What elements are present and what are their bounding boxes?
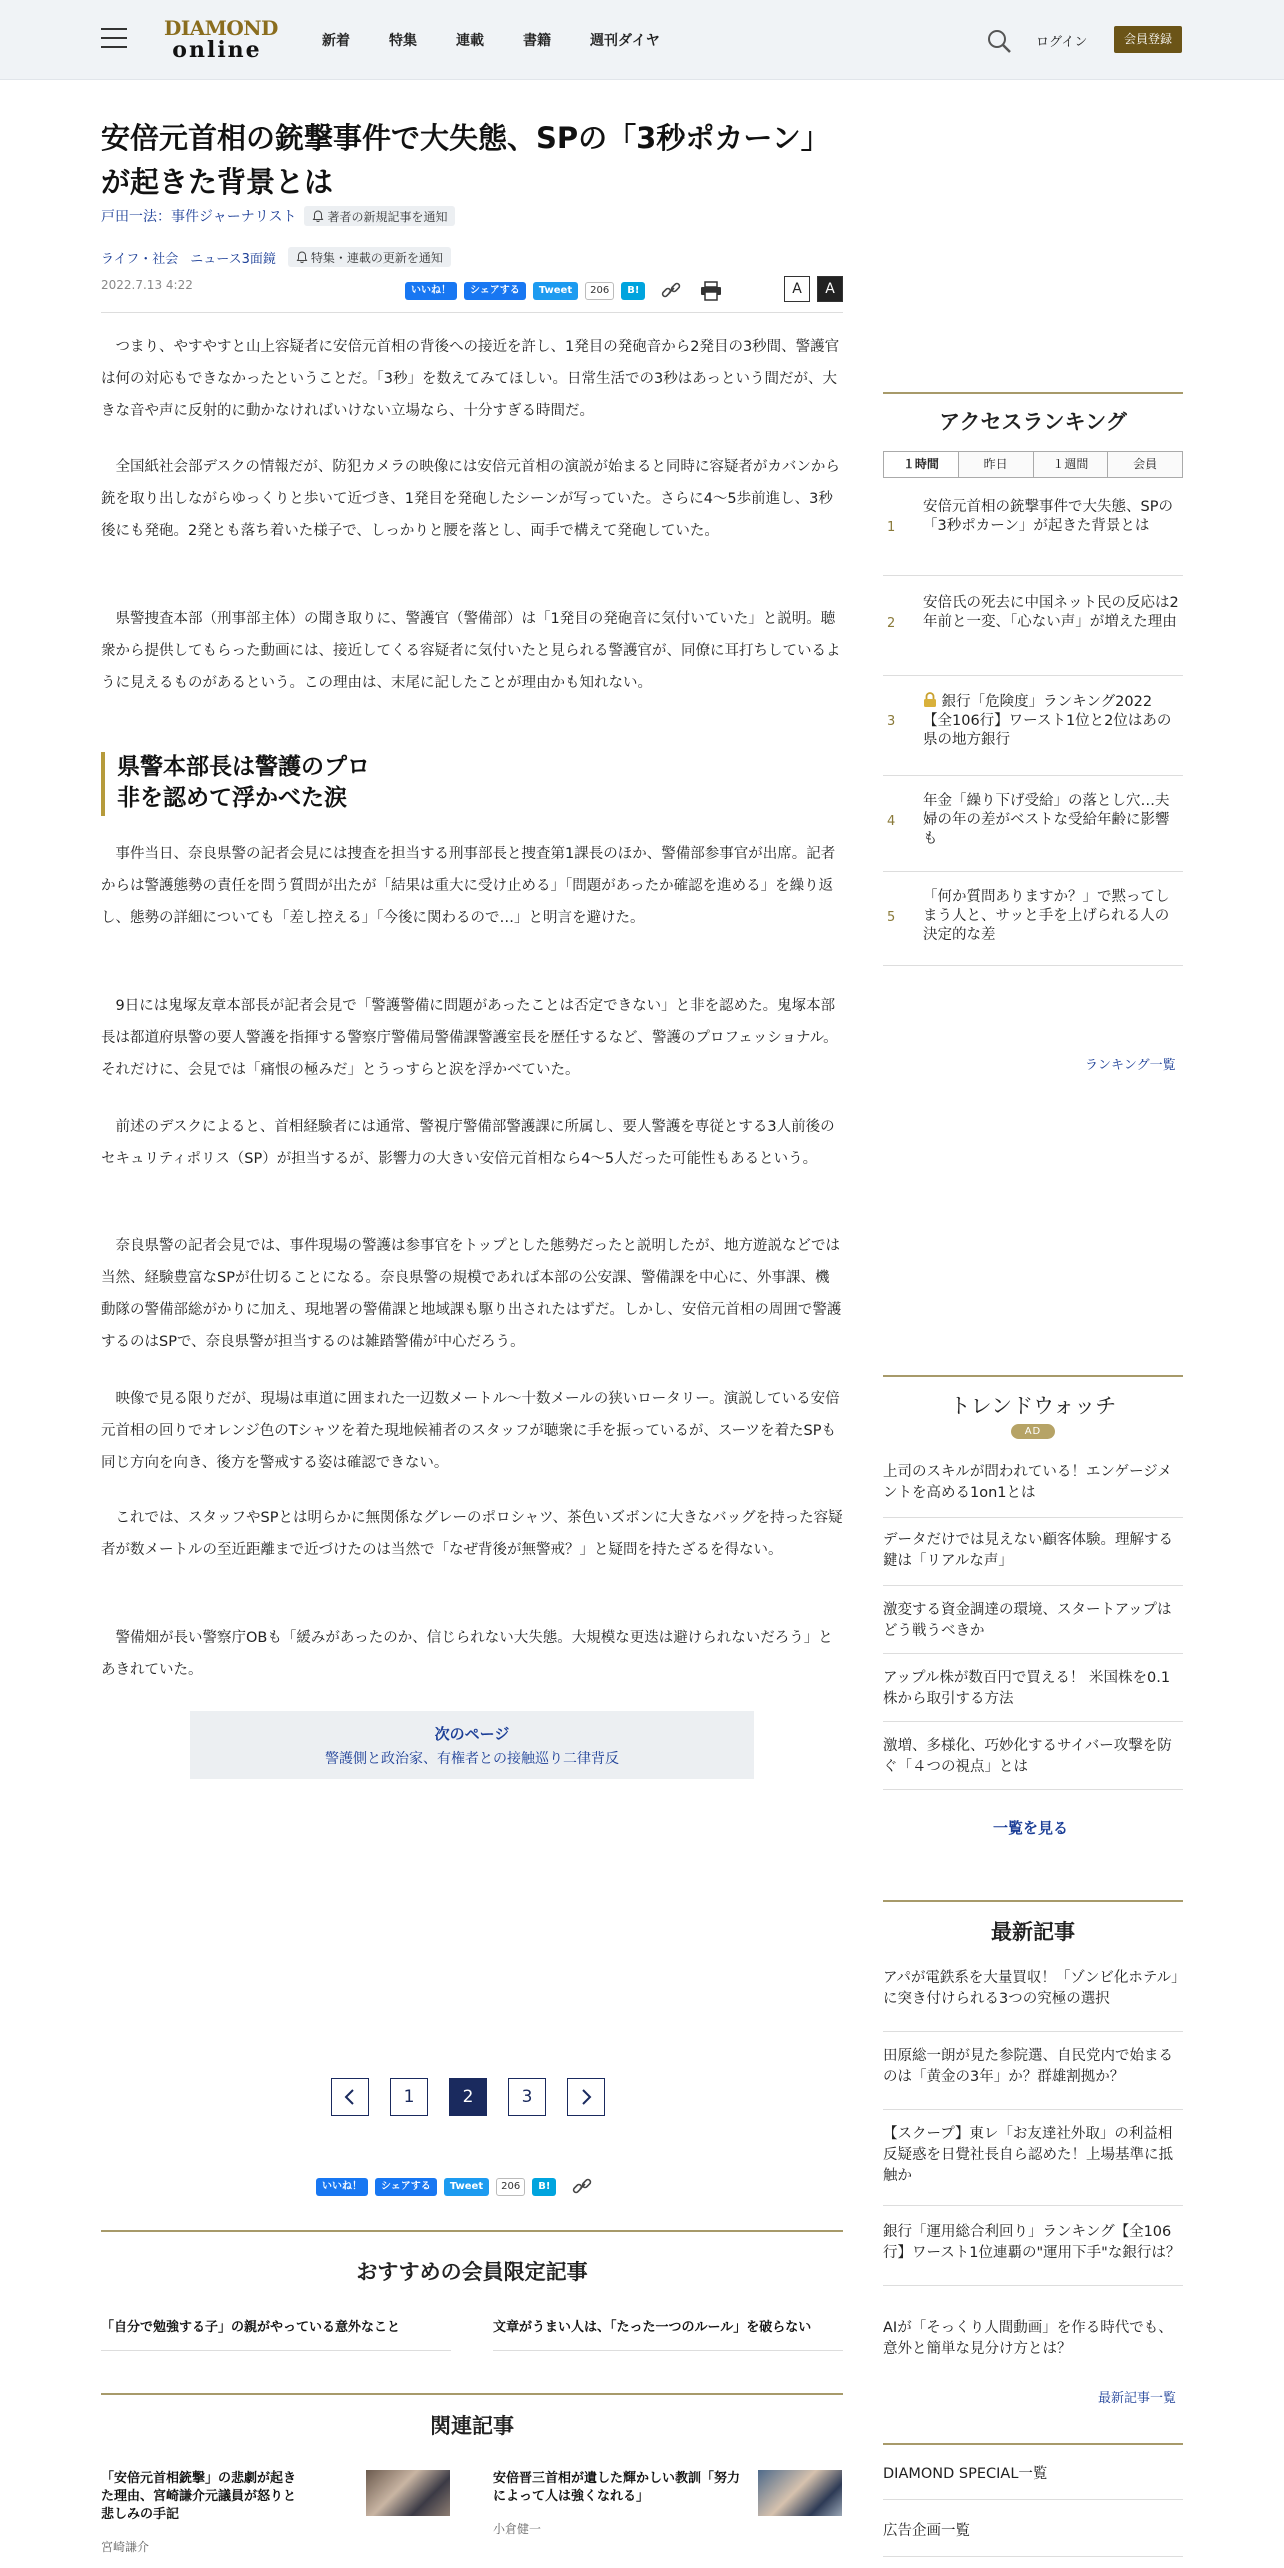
tab-hour[interactable]: １時間 bbox=[884, 452, 959, 477]
article-paragraph: 事件当日、奈良県警の記者会見には捜査を担当する刑事部長と捜査第1課長のほか、警備部参事官が出席。記者からは警護態勢の責任を問う質問が出たが「結果は重大に受け止める」「問題があったか確認を進める」を繰り返し、態勢の詳細についても「差し控える」「今後に関わるので…」と明言を避けた。 bbox=[101, 846, 836, 926]
divider bbox=[101, 2350, 451, 2351]
search-icon[interactable] bbox=[986, 28, 1012, 54]
ad-project-link[interactable]: 広告企画一覧 bbox=[883, 2519, 1183, 2557]
tweet-button[interactable]: Tweet bbox=[533, 282, 578, 300]
tab-member[interactable]: 会員 bbox=[1108, 452, 1182, 477]
facebook-share-button[interactable]: シェアする bbox=[464, 282, 526, 300]
nav-item-books[interactable]: 書籍 bbox=[523, 33, 551, 49]
next-page-box[interactable] bbox=[190, 1711, 754, 1779]
trend-item[interactable]: 激増、多様化、巧妙化するサイバー攻撃を防ぐ「４つの視点」とは bbox=[883, 1736, 1183, 1790]
page-button-3[interactable]: 3 bbox=[508, 2078, 546, 2116]
ranking-more-link[interactable]: ランキング一覧 bbox=[1085, 1058, 1176, 1073]
section-rule bbox=[101, 2230, 843, 2232]
bell-icon bbox=[296, 251, 308, 263]
latest-item[interactable]: 【スクープ】東レ「お友達社外取」の利益相反疑惑を日覺社長自ら認めた！上場基準に抵触か bbox=[883, 2124, 1183, 2206]
divider bbox=[493, 2350, 843, 2351]
font-small-button[interactable]: A bbox=[784, 276, 810, 302]
recommend-item[interactable]: 「自分で勉強する子」の親がやっている意外なこと bbox=[101, 2320, 401, 2335]
ranking-item[interactable]: 5 「何か質問ありますか？」で黙ってしまう人と、サッと手を上げられる人の決定的な差 bbox=[883, 888, 1183, 966]
pagination bbox=[331, 2078, 626, 2116]
page-button-1[interactable]: 1 bbox=[390, 2078, 428, 2116]
related-title: 関連記事 bbox=[430, 2414, 514, 2438]
article-paragraph: 前述のデスクによると、首相経験者には通常、警視庁警備部警護課に所属し、要人警護を専従とする3人前後のセキュリティポリス（SP）が担当するが、影響力の大きい安倍元首相なら4～5人だった可能性もあるという。 bbox=[101, 1119, 835, 1167]
link-icon[interactable] bbox=[660, 282, 682, 300]
nav-item-feature[interactable]: 特集 bbox=[389, 33, 417, 49]
category-link-life[interactable]: ライフ・社会 bbox=[101, 251, 179, 267]
ranking-item[interactable]: 2 安倍氏の死去に中国ネット民の反応は2年前と一変、「心ない声」が増えた理由 bbox=[883, 594, 1183, 676]
print-icon[interactable] bbox=[700, 281, 722, 301]
site-header bbox=[0, 0, 1284, 80]
facebook-share-button[interactable]: シェアする bbox=[375, 2178, 437, 2196]
article-subheading: 県警本部長は警護のプロ 非を認めて浮かべた涙 bbox=[101, 752, 843, 816]
section-rule bbox=[101, 2393, 843, 2395]
bell-icon bbox=[312, 210, 324, 222]
page-button-2[interactable]: 2 bbox=[449, 2078, 487, 2116]
article-paragraph: 映像で見る限りだが、現場は車道に囲まれた一辺数メートル～十数メールの狭いロータリー。演説している安倍元首相の回りでオレンジ色のTシャツを着た現地候補者のスタッフが聴衆に手を振っているが、スーツを着たSPも同じ方向を向き、後方を警戒する姿は確認できない。 bbox=[101, 1391, 840, 1471]
latest-item[interactable]: AIが「そっくり人間動画」を作る時代でも、意外と簡単な見分け方とは？ bbox=[883, 2320, 1173, 2357]
latest-item[interactable]: 銀行「運用総合利回り」ランキング【全106行】ワースト1位連覇の"運用下手"な銀行は？ bbox=[883, 2222, 1183, 2286]
related-thumbnail[interactable] bbox=[366, 2470, 450, 2516]
latest-item[interactable]: アパが電鉄系を大量買収！「ゾンビ化ホテル」に突き付けられる3つの究極の選択 bbox=[883, 1968, 1183, 2032]
share-bar-top bbox=[405, 281, 722, 301]
chevron-left-icon bbox=[344, 2089, 356, 2105]
latest-more-link[interactable]: 最新記事一覧 bbox=[1098, 2391, 1177, 2406]
ranking-item[interactable]: 3 銀行「危険度」ランキング2022【全106行】ワースト1位と2位はあの県の地方銀行 bbox=[883, 692, 1183, 776]
main-nav bbox=[322, 30, 699, 50]
tweet-button[interactable]: Tweet bbox=[444, 2178, 489, 2196]
article-paragraph: 奈良県警の記者会見では、事件現場の警護は参事官をトップとした態勢だったと説明したが、地方遊説などでは当然、経験豊富なSPが仕切ることになる。奈良県警の規模であれば本部の公安課、警備課を中心に、外事課、機動隊の警備部総がかりに加え、現地署の警備課と地域課も駆り出されたはずだ。しかし、安倍元首相の周囲で警護するのはSPで、奈良県警が担当するのは雑踏警備が中心だろう。 bbox=[101, 1238, 842, 1350]
related-item-author: 小倉健一 bbox=[493, 2522, 542, 2536]
article-paragraph: 9日には鬼塚友章本部長が記者会見で「警護警備に問題があったことは否定できない」と非を認めた。鬼塚本部長は都道府県警の要人警護を指揮する警察庁警備局警備課警護室長を歴任するなど、警護のプロフェッショナル。それだけに、会見では「痛恨の極みだ」とうっすらと涙を浮かべていた。 bbox=[101, 998, 838, 1078]
trend-header bbox=[883, 1390, 1183, 1439]
section-rule bbox=[883, 1900, 1183, 1902]
next-page-label: 次のページ bbox=[434, 1725, 510, 1743]
diamond-special-link[interactable]: DIAMOND SPECIAL一覧 bbox=[883, 2462, 1183, 2500]
tab-yesterday[interactable]: 昨日 bbox=[959, 452, 1034, 477]
tab-week[interactable]: １週間 bbox=[1034, 452, 1109, 477]
prev-page-button[interactable] bbox=[331, 2078, 369, 2116]
related-item-author: 宮崎謙介 bbox=[101, 2540, 150, 2554]
share-count: 206 bbox=[585, 282, 614, 300]
article-paragraph: つまり、やすやすと山上容疑者に安倍元首相の背後への接近を許し、1発目の発砲音から2発目の3秒間、警護官は何の対応もできなかったということだ。「3秒」を数えてみてほしい。日常生活での3秒はあっという間だが、大きな音や声に反射的に動かなければいけない立場なら、十分すぎる時間だ。 bbox=[101, 339, 840, 419]
article-paragraph: 県警捜査本部（刑事部主体）の聞き取りに、警護官（警備部）は「1発目の発砲音に気付いていた」と説明。聴衆から提供してもらった動画には、接近してくる容疑者に気付いたと見られる警護官が、同僚に耳打ちしているように見えるものがあるという。この理由は、末尾に記したことが理由かも知れない。 bbox=[101, 611, 841, 691]
related-item-title[interactable]: 安倍晋三首相が遺した輝かしい教訓「努力によって人は強くなれる」 bbox=[493, 2471, 741, 2504]
author-follow-button[interactable]: 著者の新規記事を通知 bbox=[304, 206, 455, 226]
article-title: 安倍元首相の銃撃事件で大失態、SPの「3秒ポカーン」が起きた背景とは bbox=[101, 121, 830, 199]
trend-title: トレンドウォッチ bbox=[949, 1394, 1117, 1418]
signup-button[interactable]: 会員登録 bbox=[1114, 26, 1182, 53]
article-paragraph: 全国紙社会部デスクの情報だが、防犯カメラの映像には安倍元首相の演説が始まると同時に容疑者がカバンから銃を取り出しながらゆっくりと歩いて近づき、1発目を発砲したシーンが写っていた。さらに4～5歩前進し、3秒後にも発砲。2発とも落ち着いた様子で、しっかりと腰を落とし、両手で構えて発砲していた。 bbox=[101, 459, 840, 539]
category-link-news[interactable]: ニュース3面鏡 bbox=[190, 251, 276, 267]
latest-title: 最新記事 bbox=[991, 1920, 1075, 1944]
link-icon[interactable] bbox=[571, 2178, 593, 2196]
recommend-item[interactable]: 文章がうまい人は、「たった一つのルール」を破らない bbox=[493, 2320, 812, 2335]
related-thumbnail[interactable] bbox=[758, 2470, 842, 2516]
menu-icon[interactable] bbox=[101, 28, 127, 50]
article-paragraph: 警備畑が長い警察庁OBも「緩みがあったのか、信じられない大失態。大規模な更迭は避けられないだろう」とあきれていた。 bbox=[101, 1630, 833, 1678]
related-item-title[interactable]: 「安倍元首相銃撃」の悲劇が起きた理由、宮崎謙介元議員が怒りと悲しみの手記 bbox=[101, 2471, 297, 2522]
next-page-button[interactable] bbox=[567, 2078, 605, 2116]
publish-date: 2022.7.13 4:22 bbox=[101, 278, 193, 292]
ranking-item[interactable]: 1 安倍元首相の銃撃事件で大失態、SPの「3秒ポカーン」が起きた背景とは bbox=[883, 498, 1183, 576]
ranking-item[interactable]: 4 年金「繰り下げ受給」の落とし穴…夫婦の年の差がベストな受給年齢に影響も bbox=[883, 792, 1183, 872]
nav-item-weekly[interactable]: 週刊ダイヤ bbox=[590, 33, 660, 49]
trend-more-link[interactable]: 一覧を見る bbox=[993, 1819, 1069, 1837]
ranking-tabs bbox=[883, 451, 1183, 478]
series-follow-button[interactable]: 特集・連載の更新を通知 bbox=[288, 247, 451, 267]
hatena-button[interactable]: B! bbox=[621, 282, 645, 300]
divider bbox=[101, 312, 843, 313]
share-bar-bottom bbox=[316, 2178, 593, 2196]
site-logo[interactable]: DIAMOND online bbox=[164, 16, 278, 63]
section-rule bbox=[883, 1375, 1183, 1377]
section-rule bbox=[883, 392, 1183, 394]
nav-item-new[interactable]: 新着 bbox=[322, 33, 350, 49]
author-link[interactable]: 戸田一法：事件ジャーナリスト bbox=[101, 209, 297, 225]
ranking-title: アクセスランキング bbox=[939, 410, 1127, 434]
article-paragraph: これでは、スタッフやSPとは明らかに無関係なグレーのポロシャツ、茶色いズボンに大きなバッグを持った容疑者が数メートルの至近距離まで近づけたのは当然で「なぜ背後が無警戒？」と疑問を持たざるを得ない。 bbox=[101, 1510, 843, 1558]
trend-item[interactable]: データだけでは見えない顧客体験。理解する鍵は「リアルな声」 bbox=[883, 1530, 1183, 1586]
trend-item[interactable]: アップル株が数百円で買える！ 米国株を0.1株から取引する方法 bbox=[883, 1668, 1183, 1722]
login-link[interactable]: ログイン bbox=[1036, 35, 1088, 50]
facebook-like-button[interactable]: いいね！ bbox=[405, 282, 457, 300]
next-page-title: 警護側と政治家、有権者との接触巡り二律背反 bbox=[325, 1751, 619, 1767]
latest-item[interactable]: 田原総一朗が見た参院選、自民党内で始まるのは「黄金の3年」か？群雄割拠か？ bbox=[883, 2046, 1183, 2110]
hatena-button[interactable]: B! bbox=[532, 2178, 556, 2196]
chevron-right-icon bbox=[580, 2089, 592, 2105]
font-large-button[interactable]: A bbox=[817, 276, 843, 302]
lock-icon bbox=[923, 692, 937, 708]
share-count: 206 bbox=[496, 2178, 525, 2196]
nav-item-series[interactable]: 連載 bbox=[456, 33, 484, 49]
facebook-like-button[interactable]: いいね！ bbox=[316, 2178, 368, 2196]
recommend-title: おすすめの会員限定記事 bbox=[356, 2260, 588, 2284]
trend-item[interactable]: 上司のスキルが問われている！エンゲージメントを高める1on1とは bbox=[883, 1462, 1183, 1518]
author-row bbox=[101, 206, 455, 226]
category-row bbox=[101, 247, 451, 267]
section-rule bbox=[883, 2443, 1183, 2445]
trend-item[interactable]: 激変する資金調達の環境、スタートアップはどう戦うべきか bbox=[883, 1600, 1183, 1654]
ad-badge: AD bbox=[1011, 1424, 1055, 1439]
